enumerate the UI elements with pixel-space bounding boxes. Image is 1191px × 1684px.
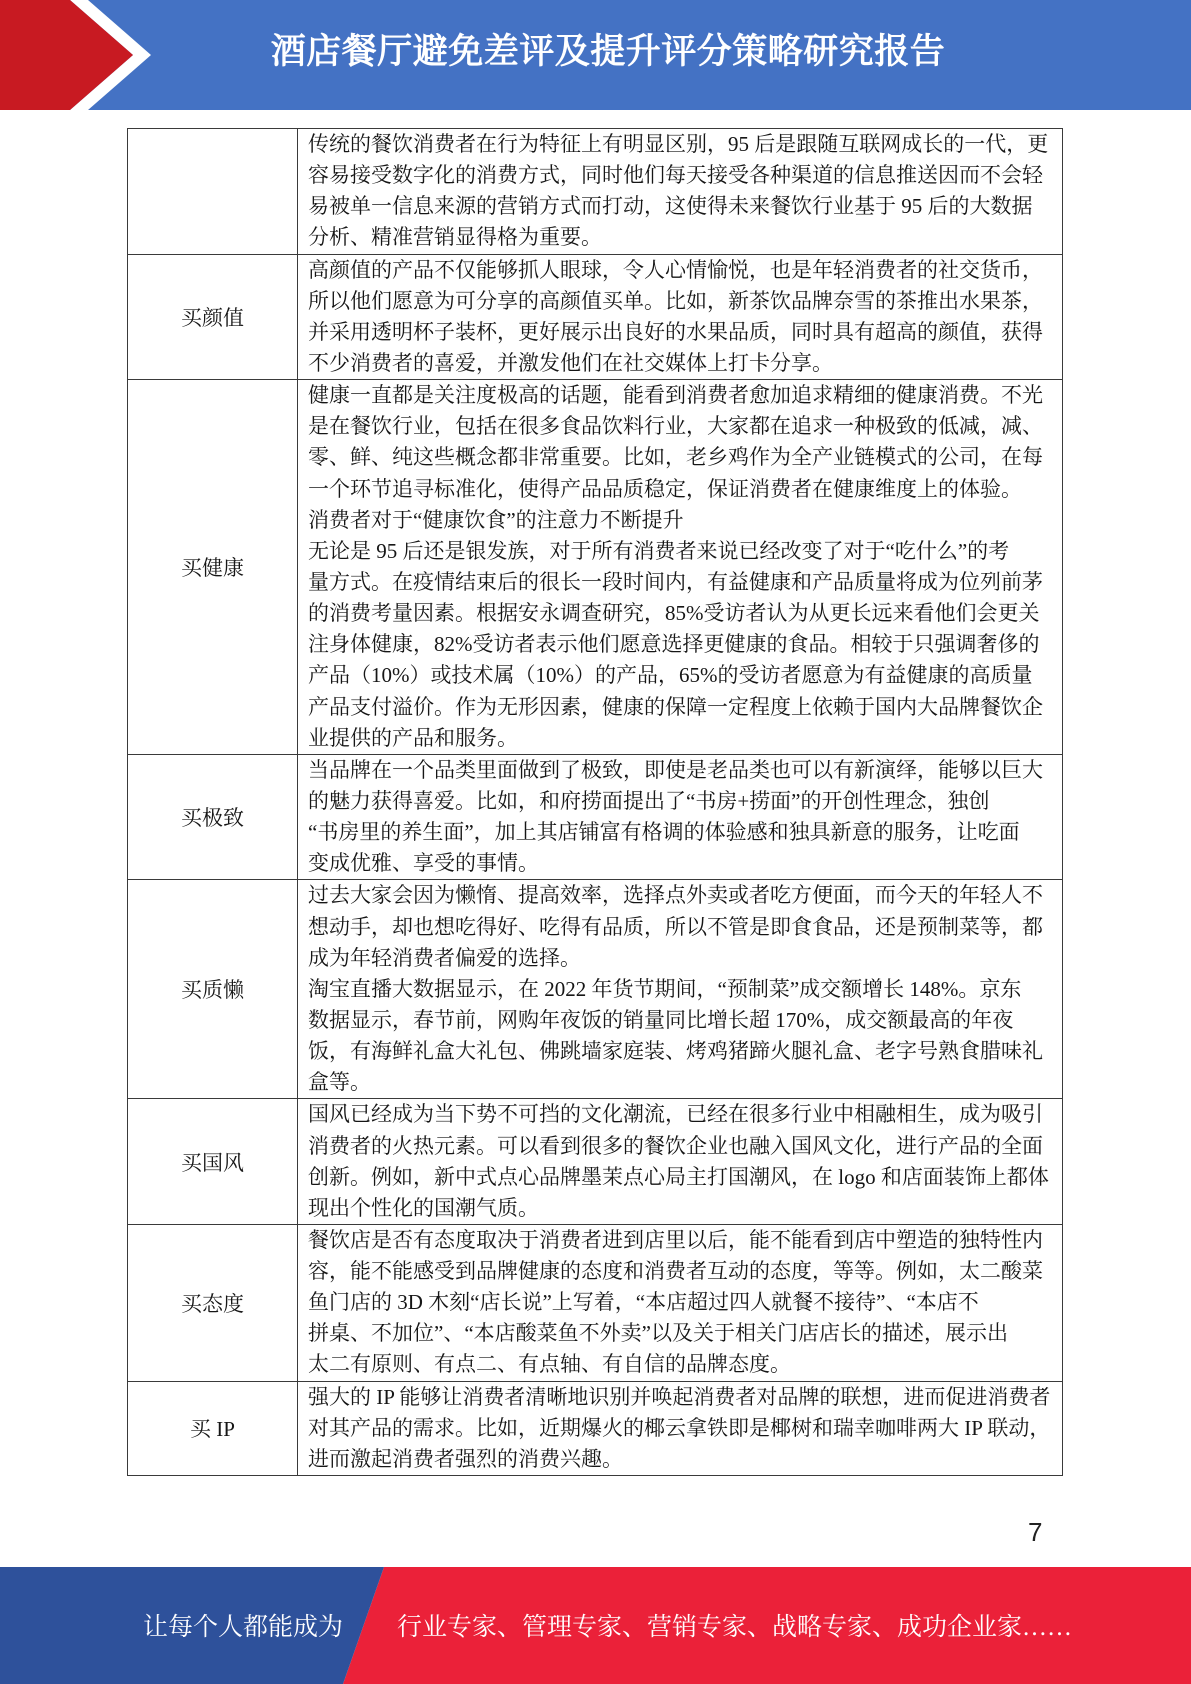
content-cell	[298, 1382, 1062, 1475]
content-cell	[298, 1225, 1062, 1381]
table-row	[128, 1098, 1062, 1224]
footer-slogan-left: 让每个人都能成为	[143, 1614, 344, 1641]
category-label: 买质懒	[128, 880, 298, 1098]
body-text-line: 餐饮店是否有态度取决于消费者进到店里以后，能不能看到店中塑造的独特性内	[308, 1227, 1043, 1252]
category-label: 买态度	[128, 1225, 298, 1381]
body-text-line: 变成优雅、享受的事情。	[308, 851, 539, 876]
body-text-line: 数据显示，春节前，网购年夜饭的销量同比增长超 170%，成交额最高的年夜	[308, 1007, 1014, 1032]
content-cell	[298, 129, 1062, 254]
body-text-line: 容，能不能感受到品牌健康的态度和消费者互动的态度，等等。例如，太二酸菜	[308, 1259, 1043, 1284]
body-text-line: 产品（10%）或技术属（10%）的产品，65%的受访者愿意为有益健康的高质量	[308, 663, 1033, 688]
body-text-line: 消费者的火热元素。可以看到很多的餐饮企业也融入国风文化，进行产品的全面	[308, 1133, 1043, 1158]
category-label: 买 IP	[128, 1382, 298, 1475]
body-text-line: 成为年轻消费者偏爱的选择。	[308, 945, 581, 970]
content-cell	[298, 255, 1062, 380]
body-text-line: 盒等。	[308, 1070, 371, 1095]
body-text-line: 健康一直都是关注度极高的话题，能看到消费者愈加追求精细的健康消费。不光	[308, 383, 1043, 408]
strategy-table	[127, 128, 1063, 1476]
table-row	[128, 754, 1062, 880]
table-row	[128, 879, 1062, 1098]
table-row	[128, 1224, 1062, 1381]
body-text-line: 对其产品的需求。比如，近期爆火的椰云拿铁即是椰树和瑞幸咖啡两大 IP 联动，	[308, 1415, 1051, 1440]
body-text-line: 一个环节追寻标准化，使得产品品质稳定，保证消费者在健康维度上的体验。	[308, 476, 1022, 501]
body-text-line: 鱼门店的 3D 木刻“店长说”上写着，“本店超过四人就餐不接待”、“本店不	[308, 1290, 979, 1315]
body-text-line: 消费者对于“健康饮食”的注意力不断提升	[308, 507, 684, 532]
body-text-line: 高颜值的产品不仅能够抓人眼球，令人心情愉悦，也是年轻消费者的社交货币，	[308, 257, 1043, 282]
content-cell	[298, 1099, 1062, 1224]
body-text-line: 不少消费者的喜爱，并激发他们在社交媒体上打卡分享。	[308, 350, 833, 375]
body-text-line: 进而激起消费者强烈的消费兴趣。	[308, 1446, 623, 1471]
body-text-line: 拼桌、不加位”、“本店酸菜鱼不外卖”以及关于相关门店店长的描述，展示出	[308, 1321, 1008, 1346]
body-text-line: 的魅力获得喜爱。比如，和府捞面提出了“书房+捞面”的开创性理念，独创	[308, 788, 990, 813]
category-label: 买健康	[128, 380, 298, 754]
body-text-line: 注身体健康，82%受访者表示他们愿意选择更健康的食品。相较于只强调奢侈的	[308, 632, 1040, 657]
body-text-line: 容易接受数字化的消费方式，同时他们每天接受各种渠道的信息推送因而不会轻	[308, 163, 1043, 188]
body-text-line: 当品牌在一个品类里面做到了极致，即使是老品类也可以有新演绎，能够以巨大	[308, 757, 1043, 782]
body-text-line: 零、鲜、纯这些概念都非常重要。比如，老乡鸡作为全产业链模式的公司，在每	[308, 445, 1043, 470]
body-text-line: 国风已经成为当下势不可挡的文化潮流，已经在很多行业中相融相生，成为吸引	[308, 1102, 1043, 1127]
body-text-line: “书房里的养生面”，加上其店铺富有格调的体验感和独具新意的服务，让吃面	[308, 820, 1020, 845]
table-row	[128, 254, 1062, 380]
content-cell	[298, 380, 1062, 754]
body-text-line: 饭，有海鲜礼盒大礼包、佛跳墙家庭装、烤鸡猪蹄火腿礼盒、老字号熟食腊味礼	[308, 1039, 1043, 1064]
page-number: 7	[1028, 1517, 1043, 1547]
body-text-line: 并采用透明杯子装杯，更好展示出良好的水果品质，同时具有超高的颜值，获得	[308, 319, 1043, 344]
body-text-line: 所以他们愿意为可分享的高颜值买单。比如，新茶饮品牌奈雪的茶推出水果茶，	[308, 288, 1043, 313]
body-text-line: 想动手，却也想吃得好、吃得有品质，所以不管是即食食品，还是预制菜等，都	[308, 914, 1043, 939]
table-row	[128, 129, 1062, 254]
category-label: 买极致	[128, 755, 298, 880]
body-text-line: 分析、精准营销显得格为重要。	[308, 225, 602, 250]
category-label	[128, 129, 298, 254]
category-label: 买颜值	[128, 255, 298, 380]
body-text-line: 的消费考量因素。根据安永调查研究，85%受访者认为从更长远来看他们会更关	[308, 601, 1040, 626]
footer-slogan-right: 行业专家、管理专家、营销专家、战略专家、成功企业家……	[397, 1614, 1073, 1641]
content-cell	[298, 755, 1062, 880]
body-text-line: 是在餐饮行业，包括在很多食品饮料行业，大家都在追求一种极致的低减，减、	[308, 414, 1043, 439]
body-text-line: 淘宝直播大数据显示，在 2022 年货节期间，“预制菜”成交额增长 148%。京东	[308, 976, 1022, 1001]
body-text-line: 传统的餐饮消费者在行为特征上有明显区别，95 后是跟随互联网成长的一代，更	[308, 132, 1049, 156]
page-header	[0, 0, 1191, 110]
body-text-line: 产品支付溢价。作为无形因素，健康的保障一定程度上依赖于国内大品牌餐饮企	[308, 694, 1043, 719]
body-text-line: 太二有原则、有点二、有点轴、有自信的品牌态度。	[308, 1352, 791, 1377]
body-text-line: 过去大家会因为懒惰、提高效率，选择点外卖或者吃方便面，而今天的年轻人不	[308, 883, 1043, 908]
category-label: 买国风	[128, 1099, 298, 1224]
content-cell	[298, 880, 1062, 1098]
body-text-line: 业提供的产品和服务。	[308, 725, 518, 750]
body-text-line: 强大的 IP 能够让消费者清晰地识别并唤起消费者对品牌的联想，进而促进消费者	[308, 1384, 1051, 1409]
body-text-line: 创新。例如，新中式点心品牌墨茉点心局主打国潮风，在 logo 和店面装饰上都体	[308, 1164, 1049, 1189]
body-text-line: 量方式。在疫情结束后的很长一段时间内，有益健康和产品质量将成为位列前茅	[308, 569, 1043, 594]
table-row	[128, 1381, 1062, 1475]
page-title: 酒店餐厅避免差评及提升评分策略研究报告	[270, 32, 946, 71]
table-row	[128, 379, 1062, 754]
body-text-line: 无论是 95 后还是银发族，对于所有消费者来说已经改变了对于“吃什么”的考	[308, 538, 1010, 563]
body-text-line: 现出个性化的国潮气质。	[308, 1195, 539, 1220]
page-footer	[0, 1567, 1191, 1684]
body-text-line: 易被单一信息来源的营销方式而打动，这使得未来餐饮行业基于 95 后的大数据	[308, 194, 1033, 219]
